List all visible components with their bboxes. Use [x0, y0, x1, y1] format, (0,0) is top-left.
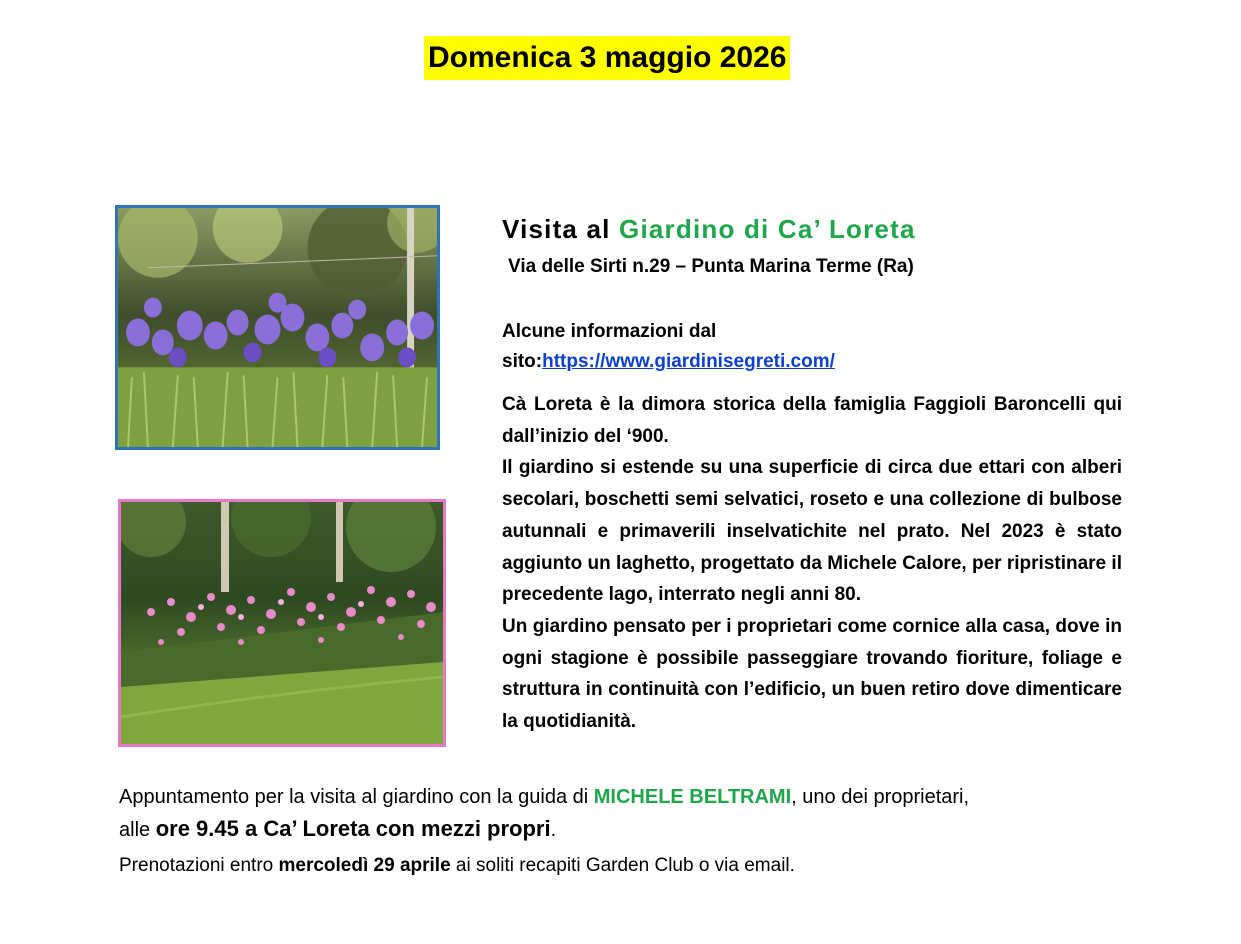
booking-text: [119, 855, 795, 877]
website-link[interactable]: https://www.giardinisegreti.com/: [542, 351, 835, 372]
appointment-part4: .: [550, 819, 557, 841]
info-label-line1: Alcune informazioni dal: [502, 321, 717, 342]
description-paragraph-2: Il giardino si estende su una superficie di circa due ettari con alberi secolari, boschetti semi selvatici, roseto e una collezione di bulbose autunnali e primaverili inselvatichite nel prato. Nel 2023 è stato aggiunto un laghetto, progettato da Michele Calore, per ripristinare il precedente lago, interrato negli anni 80.: [502, 457, 1122, 606]
iris-garden-photo: [115, 205, 440, 450]
booking-deadline: mercoledì 29 aprile: [278, 855, 451, 876]
heading-prefix: Visita al: [502, 214, 611, 244]
description-paragraph-3: Un giardino pensato per i proprietari come cornice alla casa, dove in ogni stagione è possibile passeggiare trovando fioriture, foliage e struttura in continuità con l’edificio, un buen retiro dove dimenticare la quotidianità.: [502, 615, 1122, 733]
event-heading: [502, 214, 916, 245]
garden-description: [502, 389, 1122, 738]
appointment-part2: , uno dei proprietari,: [791, 786, 970, 808]
date-title: Domenica 3 maggio 2026: [424, 36, 790, 80]
appointment-text: [119, 781, 1129, 846]
appointment-part1: Appuntamento per la visita al giardino con la guida di: [119, 786, 594, 808]
booking-part2: ai soliti recapiti Garden Club o via email.: [450, 855, 795, 876]
description-paragraph-1: Cà Loreta è la dimora storica della famiglia Faggioli Baroncelli qui dall’inizio del ‘900.: [502, 394, 1122, 447]
booking-part1: Prenotazioni entro: [119, 855, 279, 876]
address: Via delle Sirti n.29 – Punta Marina Terme (Ra): [508, 256, 914, 277]
appointment-part3: alle: [119, 819, 156, 841]
appointment-time-place: ore 9.45 a Ca’ Loreta con mezzi propri: [155, 816, 551, 841]
info-label-line2: sito:: [502, 351, 543, 372]
rose-garden-photo: [118, 499, 446, 747]
garden-name: Giardino di Ca’ Loreta: [619, 214, 916, 244]
info-label: [502, 317, 922, 377]
guide-name: MICHELE BELTRAMI: [593, 786, 792, 808]
